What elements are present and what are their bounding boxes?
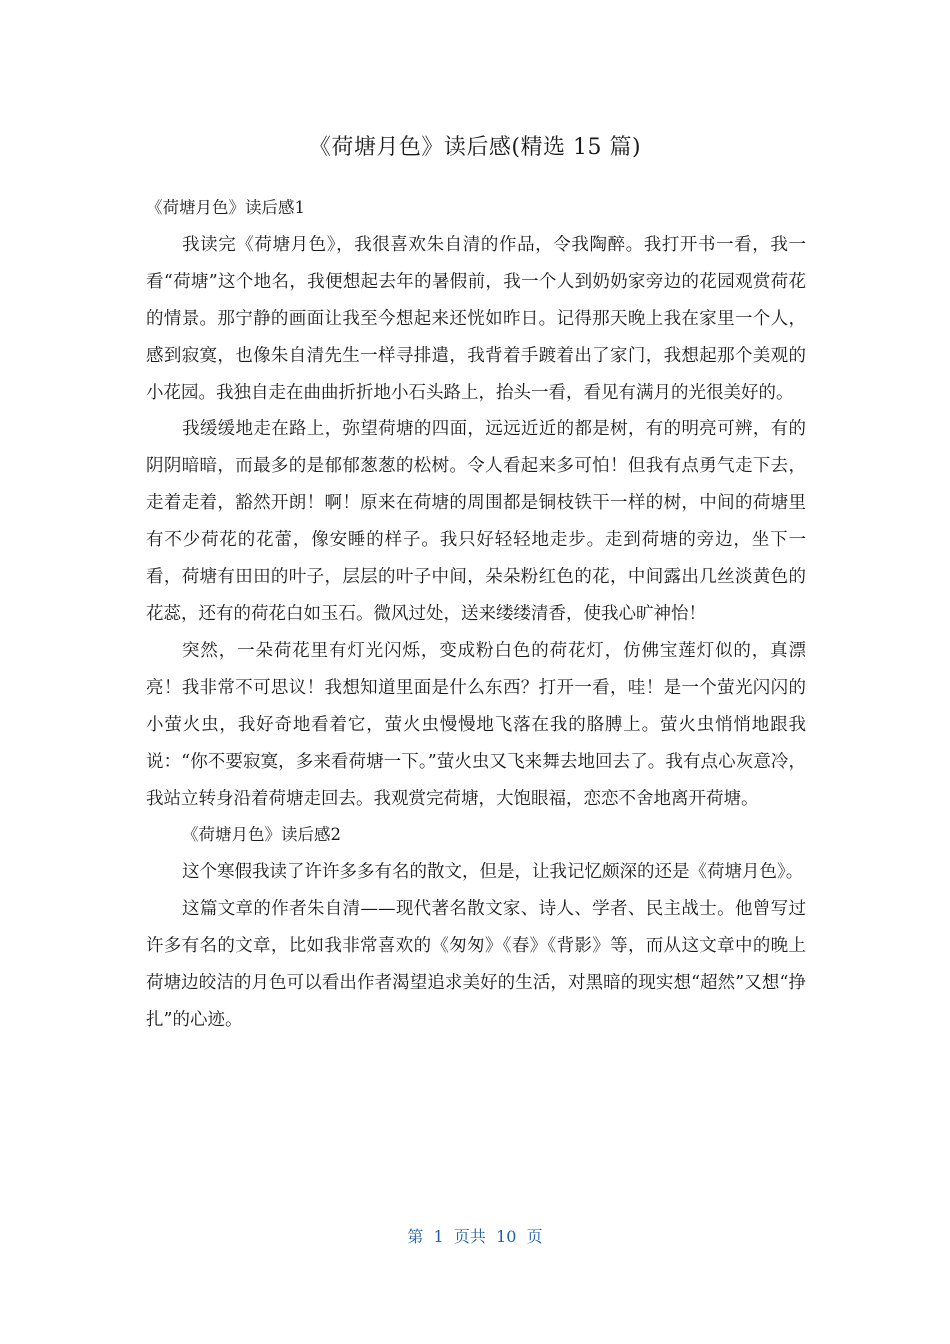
paragraph: 我缓缓地走在路上，弥望荷塘的四面，远远近近的都是树，有的明亮可辨，有的阴阴暗暗，而最多的是郁郁葱葱的松树。令人看起来多可怕！但我有点勇气走下去，走着走着，豁然开朗！啊！原来在荷塘的周围都是铜枝铁干一样的树，中间的荷塘里有不少荷花的花蕾，像安睡的样子。我只好轻轻地走步。走到荷塘的旁边，坐下一看，荷塘有田田的叶子，层层的叶子中间，朵朵粉红色的花，中间露出几丝淡黄色的花蕊，还有的荷花白如玉石。微风过处，送来缕缕清香，使我心旷神怡！: [146, 419, 806, 624]
page-title: 《荷塘月色》读后感(精选 15 篇): [308, 135, 642, 160]
paragraph: 我读完《荷塘月色》，我很喜欢朱自清的作品，令我陶醉。我打开书一看，我一看“荷塘”这个地名，我便想起去年的暑假前，我一个人到奶奶家旁边的花园观赏荷花的情景。那宁静的画面让我至今想起来还恍如昨日。记得那天晚上我在家里一个人，感到寂寞，也像朱自清先生一样寻排遣，我背着手踱着出了家门，我想起那个美观的小花园。我独自走在曲曲折折地小石头路上，抬头一看，看见有满月的光很美好的。: [146, 234, 806, 403]
paragraph: 这篇文章的作者朱自清——现代著名散文家、诗人、学者、民主战士。他曾写过许多有名的文章，比如我非常喜欢的《匆匆》《春》《背影》等，而从这文章中的晚上荷塘边皎洁的月色可以看出作者渴望追求美好的生活，对黑暗的现实想“超然”又想“挣扎”的心迹。: [146, 899, 806, 1030]
section-heading: 《荷塘月色》读后感1: [146, 198, 305, 217]
section-heading: 《荷塘月色》读后感2: [182, 825, 341, 845]
paragraph: 这个寒假我读了许许多多有名的散文，但是，让我记忆颇深的还是《荷塘月色》。: [182, 862, 804, 883]
document-body: [146, 190, 806, 1039]
paragraph: 突然，一朵荷花里有灯光闪烁，变成粉白色的荷花灯，仿佛宝莲灯似的，真漂亮！我非常不可思议！我想知道里面是什么东西？打开一看，哇！是一个萤光闪闪的小萤火虫，我好奇地看着它，萤火虫慢慢地飞落在我的胳膊上。萤火虫悄悄地跟我说：“你不要寂寞，多来看荷塘一下。”萤火虫又飞来舞去地回去了。我有点心灰意冷，我站立转身沿着荷塘走回去。我观赏完荷塘，大饱眼福，恋恋不舍地离开荷塘。: [146, 640, 806, 809]
page-footer: 第 1 页共 10 页: [407, 1227, 543, 1246]
